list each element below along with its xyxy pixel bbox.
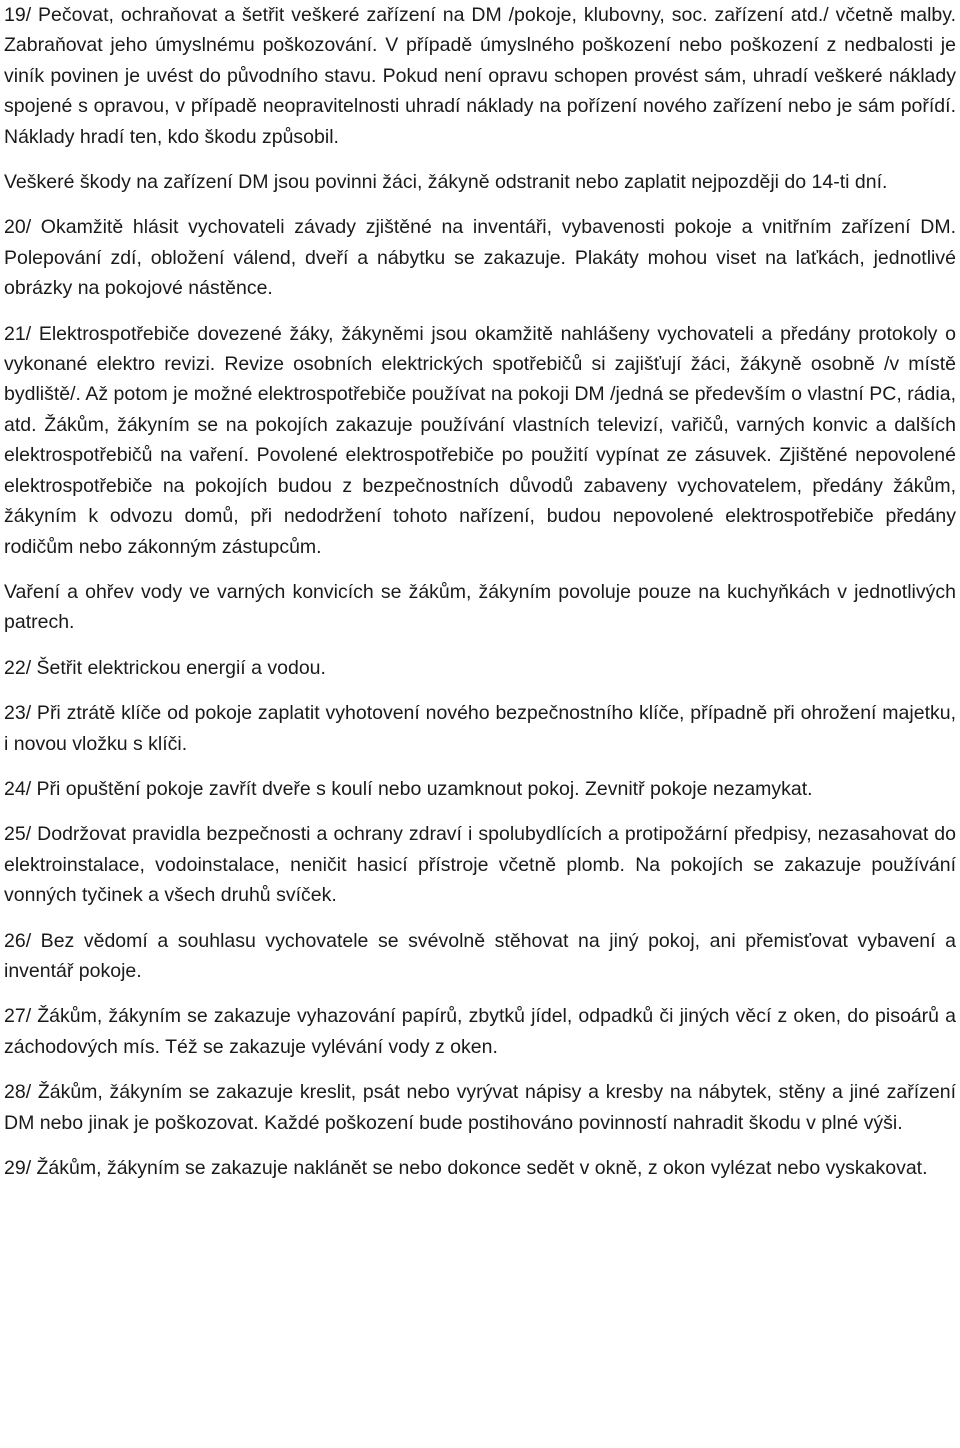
paragraph-rule-22: 22/ Šetřit elektrickou energií a vodou.	[4, 656, 326, 679]
paragraph-rule-21: 21/ Elektrospotřebiče dovezené žáky, žákyněmi jsou okamžitě nahlášeny vychovateli a předány protokoly o vykonané elektro revizi. Revize osobních elektrických spotřebičů si zajišťují žáci, žákyně osobně /v místě bydliště/. Až potom je možné elektrospotřebiče používat na pokoji DM /jedná se především o vlastní PC, rádia, atd. Žákům, žákyním se na pokojích zakazuje používání vlastních televizí, vařičů, varných konvic a dalších elektrospotřebičů na vaření. Povolené elektrospotřebiče po použití vypínat ze zásuvek. Zjištěné nepovolené elektrospotřebiče na pokojích budou z bezpečnostních důvodů zabaveny vychovatelem, předány žákům, žákyním k odvozu domů, při nedodržení tohoto nařízení, budou nepovolené elektrospotřebiče předány rodičům nebo zákonným zástupcům.	[4, 322, 956, 558]
paragraph-rule-26: 26/ Bez vědomí a souhlasu vychovatele se svévolně stěhovat na jiný pokoj, ani přemisťovat vybavení a inventář pokoje.	[4, 929, 956, 982]
paragraph-rule-24: 24/ Při opuštění pokoje zavřít dveře s koulí nebo uzamknout pokoj. Zevnitř pokoje nezamykat.	[4, 777, 813, 800]
paragraph-rule-25: 25/ Dodržovat pravidla bezpečnosti a ochrany zdraví i spolubydlících a protipožární předpisy, nezasahovat do elektroinstalace, vodoinstalace, neničit hasicí přístroje včetně plomb. Na pokojích se zakazuje používání vonných tyčinek a všech druhů svíček.	[4, 823, 956, 907]
paragraph-rule-27: 27/ Žákům, žákyním se zakazuje vyhazování papírů, zbytků jídel, odpadků či jiných věcí z oken, do pisoárů a záchodových mís. Též se zakazuje vylévání vody z oken.	[4, 1005, 956, 1058]
document-page	[4, 0, 956, 1198]
paragraph-rule-29: 29/ Žákům, žákyním se zakazuje naklánět se nebo dokonce sedět v okně, z okon vylézat nebo vyskakovat.	[4, 1157, 928, 1179]
paragraph-rule-23: 23/ Při ztrátě klíče od pokoje zaplatit vyhotovení nového bezpečnostního klíče, případně při ohrožení majetku, i novou vložku s klíči.	[4, 702, 956, 755]
paragraph-kettle-use: Vaření a ohřev vody ve varných konvicích se žákům, žákyním povoluje pouze na kuchyňkách v jednotlivých patrech.	[4, 580, 956, 634]
paragraph-rule-19: 19/ Pečovat, ochraňovat a šetřit veškeré zařízení na DM /pokoje, klubovny, soc. zařízení atd./ včetně malby. Zabraňovat jeho úmyslnému poškozování. V případě úmyslného poškození nebo poškození z nedbalosti je viník povinen je uvést do původního stavu. Pokud není opravu schopen provést sám, uhradí veškeré náklady spojené s opravou, v případě neopravitelnosti uhradí náklady na pořízení nového zařízení nebo je sám pořídí. Náklady hradí ten, kdo škodu způsobil.	[4, 4, 956, 148]
paragraph-rule-28: 28/ Žákům, žákyním se zakazuje kreslit, psát nebo vyrývat nápisy a kresby na nábytek, stěny a jiné zařízení DM nebo jinak je poškozovat. Každé poškození bude postihováno povinností nahradit škodu v plné výši.	[4, 1081, 956, 1134]
paragraph-rule-20: 20/ Okamžitě hlásit vychovateli závady zjištěné na inventáři, vybavenosti pokoje a vnitřním zařízení DM. Polepování zdí, obložení válend, dveří a nábytku se zakazuje. Plakáty mohou viset na laťkách, jednotlivé obrázky na pokojové nástěnce.	[4, 216, 956, 300]
paragraph-damage-deadline: Veškeré škody na zařízení DM jsou povinni žáci, žákyně odstranit nebo zaplatit nejpozději do 14-ti dní.	[4, 171, 888, 194]
